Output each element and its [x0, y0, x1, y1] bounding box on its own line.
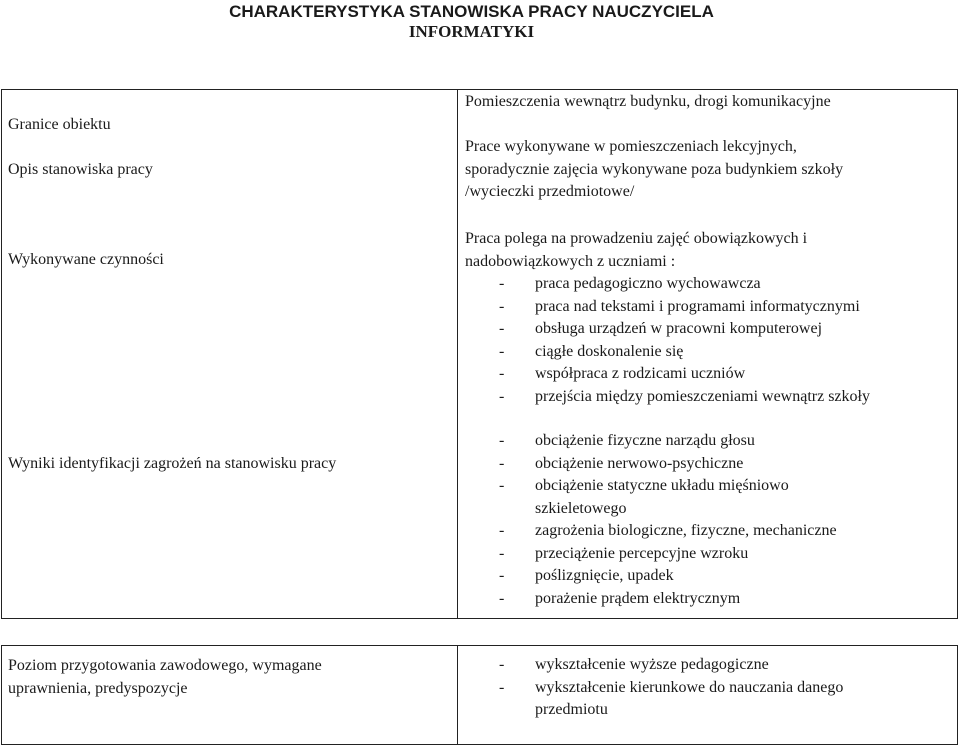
list-wykonywane-czynnosci [465, 273, 870, 408]
list-item-text: przedmiotu [535, 701, 608, 718]
dash-bullet: - [499, 320, 505, 337]
list-item [465, 565, 837, 588]
list-item-text: przeciążenie percepcyjne wzroku [535, 544, 749, 562]
list-item-text: obciążenie fizyczne narządu głosu [535, 432, 755, 449]
dash-bullet: - [499, 477, 505, 494]
label-granice-obiektu: Granice obiektu [8, 116, 111, 133]
text-line: /wycieczki przedmiotowe/ [465, 183, 635, 200]
list-zagrozenia [465, 430, 837, 610]
text-line: Praca polega na prowadzeniu zajęć obowiązkowych i [465, 230, 808, 247]
intro-wykonywane-czynnosci [465, 228, 807, 273]
table-border-right [957, 89, 958, 619]
dash-bullet: - [499, 544, 505, 562]
text-line: Poziom przygotowania zawodowego, wymagane [8, 657, 322, 674]
list-item-text: obciążenie nerwowo-psychiczne [535, 454, 744, 472]
list-item-continuation [465, 699, 843, 722]
list-item-text: zagrożenia biologiczne, fizyczne, mechaniczne [535, 522, 837, 539]
dash-bullet: - [499, 656, 505, 673]
table2-border-top [1, 645, 958, 646]
table-border-top [1, 89, 958, 90]
dash-bullet: - [499, 432, 505, 449]
dash-bullet: - [499, 275, 505, 292]
list-item [465, 363, 870, 386]
table2-border-bottom [1, 744, 958, 745]
value-granice-obiektu: Pomieszczenia wewnątrz budynku, drogi komunikacyjne [465, 93, 831, 110]
table-column-divider [457, 89, 458, 619]
dash-bullet: - [499, 365, 505, 382]
list-item-text: obsługa urządzeń w pracowni komputerowej [535, 320, 823, 337]
dash-bullet: - [499, 567, 505, 584]
text-line: Prace wykonywane w pomieszczeniach lekcyjnych, [465, 138, 797, 155]
dash-bullet: - [499, 589, 505, 607]
list-item-text: porażenie prądem elektrycznym [535, 589, 741, 607]
list-item-text: obciążenie statyczne układu mięśniowo [535, 477, 789, 494]
list-item [465, 341, 870, 364]
text-line: uprawnienia, predyspozycje [8, 680, 188, 697]
table2-border-left [1, 645, 2, 745]
dash-bullet: - [499, 522, 505, 539]
list-poziom-przygotowania [465, 654, 843, 722]
text-line: nadobowiązkowych z uczniami : [465, 252, 676, 270]
list-item [465, 318, 870, 341]
list-item [465, 654, 843, 677]
list-item-text: współpraca z rodzicami uczniów [535, 365, 746, 382]
table2-column-divider [457, 645, 458, 745]
list-item-text: wykształcenie kierunkowe do nauczania danego [535, 678, 844, 696]
document-title-line1: CHARAKTERYSTYKA STANOWISKA PRACY NAUCZYCIELA [229, 2, 714, 21]
list-item-text: poślizgnięcie, upadek [535, 567, 674, 584]
list-item-text: wykształcenie wyższe pedagogiczne [535, 656, 769, 673]
list-item-text: przejścia między pomieszczeniami wewnątrz szkoły [535, 387, 870, 405]
text-line: sporadycznie zajęcia wykonywane poza budynkiem szkoły [465, 160, 844, 178]
value-opis-stanowiska [465, 136, 843, 204]
list-item [465, 588, 837, 611]
label-opis-stanowiska: Opis stanowiska pracy [8, 161, 153, 178]
label-wyniki-identyfikacji: Wyniki identyfikacji zagrożeń na stanowisku pracy [8, 455, 337, 472]
list-item [465, 677, 843, 700]
list-item [465, 543, 837, 566]
dash-bullet: - [499, 342, 505, 360]
dash-bullet: - [499, 454, 505, 472]
table-border-left [1, 89, 2, 619]
list-item [465, 430, 837, 453]
label-wykonywane-czynnosci: Wykonywane czynności [8, 251, 164, 268]
list-item [465, 453, 837, 476]
list-item [465, 475, 837, 498]
label-poziom-przygotowania [8, 654, 322, 700]
list-item [465, 386, 870, 409]
table-border-bottom [1, 618, 958, 619]
dash-bullet: - [499, 297, 505, 315]
table2-border-right [957, 645, 958, 745]
list-item [465, 296, 870, 319]
document-title-line2: INFORMATYKI [408, 22, 535, 41]
list-item [465, 520, 837, 543]
list-item-text: szkieletowego [535, 499, 627, 517]
list-item-text: praca nad tekstami i programami informatycznymi [535, 297, 860, 315]
list-item-text: praca pedagogiczno wychowawcza [535, 275, 761, 292]
list-item [465, 273, 870, 296]
list-item-continuation [465, 498, 837, 521]
list-item-text: ciągłe doskonalenie się [535, 342, 684, 360]
dash-bullet: - [499, 678, 505, 696]
dash-bullet: - [499, 387, 505, 405]
